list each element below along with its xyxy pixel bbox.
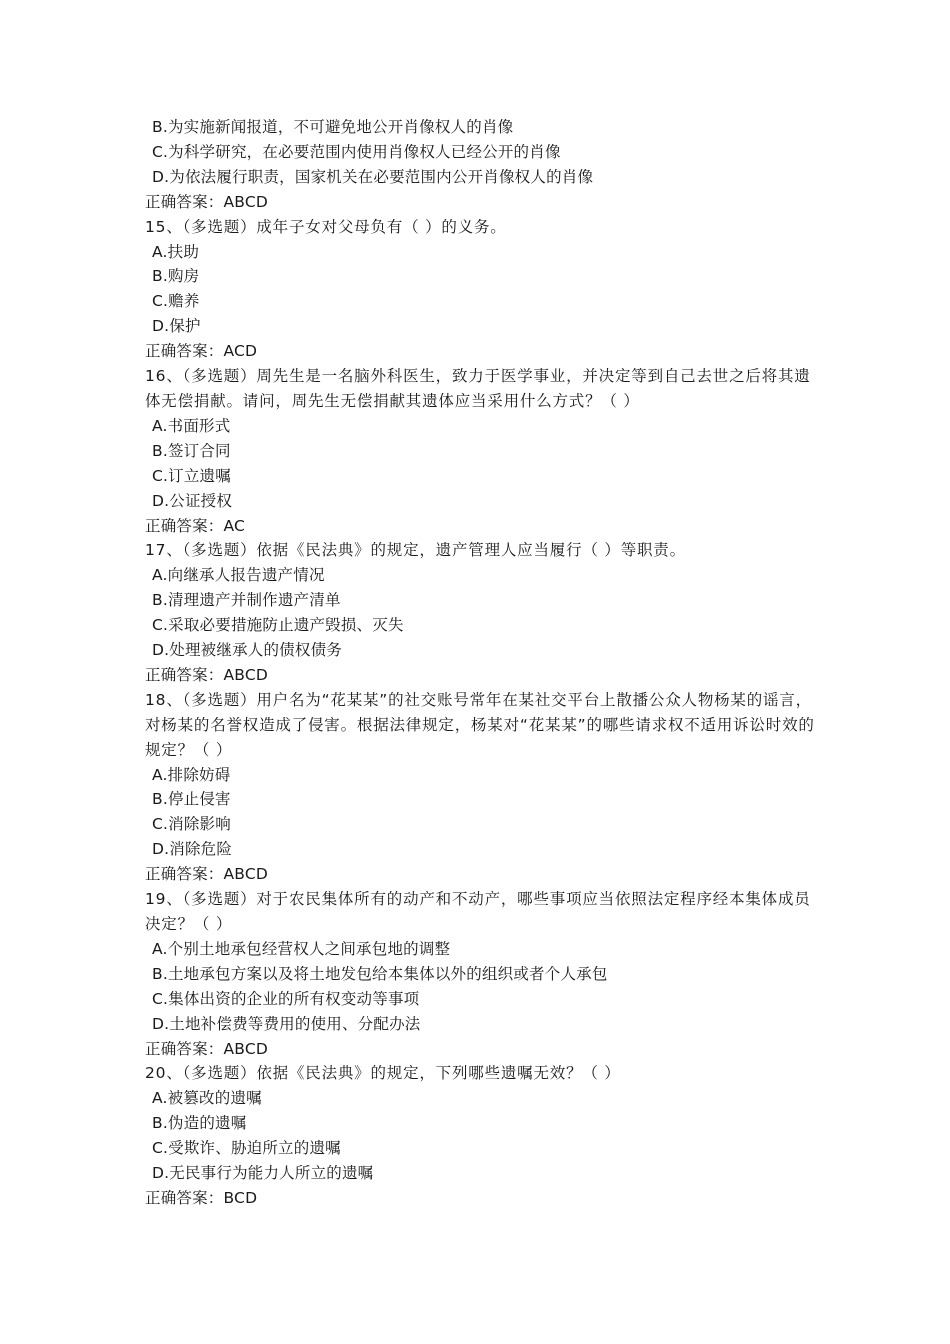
option-c: C.消除影响	[152, 815, 231, 834]
option-c: C.为科学研究，在必要范围内使用肖像权人已经公开的肖像	[152, 142, 561, 161]
question-text: 15、（多选题）成年子女对父母负有（ ）的义务。	[145, 217, 507, 236]
question-block-19	[145, 887, 817, 1061]
option-d: D.为依法履行职责，国家机关在必要范围内公开肖像权人的肖像	[152, 167, 594, 186]
option-c: C.赡养	[152, 292, 200, 311]
question-block-18	[145, 688, 817, 887]
option-b: B.伪造的遗嘱	[152, 1114, 247, 1133]
option-b: B.停止侵害	[152, 790, 231, 809]
option-a: A.扶助	[152, 242, 200, 261]
question-text: 17、（多选题）依据《民法典》的规定，遗产管理人应当履行（ ）等职责。	[145, 541, 686, 560]
option-d: D.消除危险	[152, 840, 233, 859]
option-b: B.清理遗产并制作遗产清单	[152, 591, 341, 610]
option-b: B.为实施新闻报道，不可避免地公开肖像权人的肖像	[152, 118, 514, 136]
question-block-15	[145, 215, 817, 364]
answer-line: 正确答案：ABCD	[145, 665, 269, 684]
option-a: A.排除妨碍	[152, 765, 231, 784]
option-b: B.购房	[152, 267, 200, 286]
option-a: A.个别土地承包经营权人之间承包地的调整	[152, 939, 451, 958]
answer-line: 正确答案：ACD	[145, 342, 258, 361]
answer-line: 正确答案：BCD	[145, 1188, 258, 1207]
answer-line: 正确答案：ABCD	[145, 865, 269, 884]
prev-question-block	[145, 115, 817, 215]
option-c: C.受欺诈、胁迫所立的遗嘱	[152, 1139, 341, 1158]
option-d: D.保护	[152, 317, 201, 336]
option-d: D.土地补偿费等费用的使用、分配办法	[152, 1014, 421, 1033]
option-a: A.向继承人报告遗产情况	[152, 566, 325, 585]
option-d: D.无民事行为能力人所立的遗嘱	[152, 1164, 374, 1183]
option-c: C.集体出资的企业的所有权变动等事项	[152, 989, 420, 1008]
option-c: C.订立遗嘱	[152, 466, 231, 485]
option-a: A.书面形式	[152, 416, 231, 435]
option-b: B.土地承包方案以及将土地发包给本集体以外的组织或者个人承包	[152, 964, 608, 983]
question-text: 18、（多选题）用户名为“花某某”的社交账号常年在某社交平台上散播公众人物杨某的谣言，对杨某的名誉权造成了侵害。根据法律规定，杨某对“花某某”的哪些请求权不适用诉讼时效的规定？（ ）	[145, 690, 815, 759]
question-block-16	[145, 364, 817, 538]
option-d: D.公证授权	[152, 491, 233, 510]
question-block-20	[145, 1061, 817, 1210]
option-d: D.处理被继承人的债权债务	[152, 641, 342, 660]
document-content	[145, 115, 817, 1211]
answer-line: 正确答案：ABCD	[145, 192, 269, 211]
option-c: C.采取必要措施防止遗产毁损、灭失	[152, 616, 404, 635]
question-text: 16、（多选题）周先生是一名脑外科医生，致力于医学事业，并决定等到自己去世之后将其遗体无偿捐献。请问，周先生无偿捐献其遗体应当采用什么方式？（ ）	[145, 367, 811, 410]
answer-line: 正确答案：AC	[145, 516, 246, 535]
option-a: A.被篡改的遗嘱	[152, 1089, 262, 1108]
answer-line: 正确答案：ABCD	[145, 1039, 269, 1058]
question-block-17	[145, 538, 817, 687]
question-text: 19、（多选题）对于农民集体所有的动产和不动产，哪些事项应当依照法定程序经本集体成员决定？（ ）	[145, 890, 811, 933]
option-b: B.签订合同	[152, 441, 231, 460]
question-text: 20、（多选题）依据《民法典》的规定，下列哪些遗嘱无效？（ ）	[145, 1064, 621, 1083]
